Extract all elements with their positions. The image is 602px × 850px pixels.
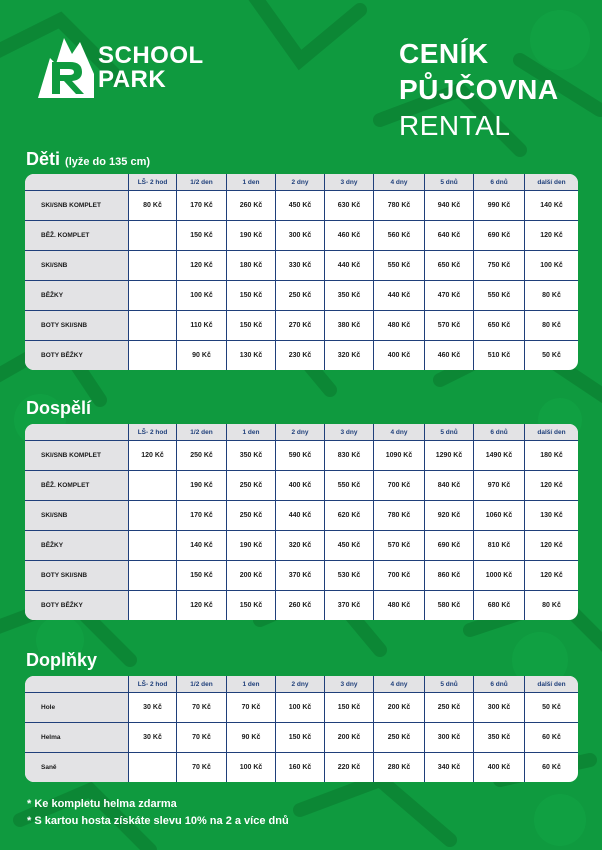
price-cell <box>129 250 177 280</box>
price-cell: 840 Kč <box>425 470 474 500</box>
price-cell: 120 Kč <box>129 440 177 470</box>
price-cell: 150 Kč <box>276 722 325 752</box>
header-corner <box>25 424 129 440</box>
price-cell: 750 Kč <box>474 250 525 280</box>
price-cell: 30 Kč <box>129 692 177 722</box>
column-header: další den <box>525 676 578 692</box>
price-cell: 450 Kč <box>325 530 374 560</box>
price-cell <box>129 500 177 530</box>
price-cell: 440 Kč <box>374 280 425 310</box>
column-header: 1/2 den <box>177 676 227 692</box>
price-cell: 480 Kč <box>374 590 425 620</box>
brand-line-1: SCHOOL <box>98 42 204 69</box>
price-cell: 100 Kč <box>525 250 578 280</box>
table-row <box>25 250 578 280</box>
price-cell: 250 Kč <box>177 440 227 470</box>
price-cell: 330 Kč <box>276 250 325 280</box>
notes <box>27 796 289 830</box>
title-line-1: CENÍK <box>399 38 489 69</box>
price-cell: 780 Kč <box>374 500 425 530</box>
price-cell: 440 Kč <box>325 250 374 280</box>
title-line-3: RENTAL <box>399 110 511 141</box>
table-row <box>25 500 578 530</box>
price-cell: 550 Kč <box>374 250 425 280</box>
price-cell: 700 Kč <box>374 470 425 500</box>
price-cell: 300 Kč <box>474 692 525 722</box>
price-cell <box>129 530 177 560</box>
table-row <box>25 722 578 752</box>
price-cell: 370 Kč <box>276 560 325 590</box>
price-cell: 50 Kč <box>525 340 578 370</box>
price-cell: 250 Kč <box>276 280 325 310</box>
price-cell: 250 Kč <box>227 470 276 500</box>
column-header: další den <box>525 424 578 440</box>
price-cell: 250 Kč <box>374 722 425 752</box>
column-header: 6 dnů <box>474 174 525 190</box>
price-cell: 200 Kč <box>325 722 374 752</box>
price-cell <box>129 220 177 250</box>
price-cell: 260 Kč <box>227 190 276 220</box>
column-header: 1/2 den <box>177 424 227 440</box>
price-cell: 170 Kč <box>177 500 227 530</box>
price-cell: 350 Kč <box>227 440 276 470</box>
price-cell: 400 Kč <box>474 752 525 782</box>
table-row <box>25 340 578 370</box>
price-cell: 30 Kč <box>129 722 177 752</box>
price-cell: 580 Kč <box>425 590 474 620</box>
price-cell: 280 Kč <box>374 752 425 782</box>
price-cell: 1060 Kč <box>474 500 525 530</box>
price-cell: 80 Kč <box>525 280 578 310</box>
price-cell: 120 Kč <box>525 530 578 560</box>
section-title-dospeli <box>26 398 91 419</box>
row-label: SKI/SNB KOMPLET <box>25 440 129 470</box>
price-cell: 100 Kč <box>177 280 227 310</box>
column-header: 5 dnů <box>425 174 474 190</box>
row-label: SKI/SNB <box>25 250 129 280</box>
header-corner <box>25 676 129 692</box>
price-cell: 920 Kč <box>425 500 474 530</box>
price-cell: 350 Kč <box>474 722 525 752</box>
row-label: SKI/SNB <box>25 500 129 530</box>
table-row <box>25 530 578 560</box>
price-cell: 480 Kč <box>374 310 425 340</box>
price-cell: 350 Kč <box>325 280 374 310</box>
table-header-row <box>25 424 578 440</box>
price-cell: 70 Kč <box>177 692 227 722</box>
price-cell: 690 Kč <box>425 530 474 560</box>
price-cell: 550 Kč <box>325 470 374 500</box>
table-row <box>25 590 578 620</box>
price-cell: 150 Kč <box>227 310 276 340</box>
row-label: BOTY SKI/SNB <box>25 560 129 590</box>
price-cell: 260 Kč <box>276 590 325 620</box>
price-cell: 860 Kč <box>425 560 474 590</box>
column-header: 3 dny <box>325 174 374 190</box>
price-cell <box>129 752 177 782</box>
price-cell: 120 Kč <box>525 220 578 250</box>
price-cell: 160 Kč <box>276 752 325 782</box>
price-cell: 60 Kč <box>525 752 578 782</box>
price-cell: 300 Kč <box>425 722 474 752</box>
section-title-text: Dospělí <box>26 398 92 418</box>
price-cell: 110 Kč <box>177 310 227 340</box>
price-table-doplnky <box>25 676 578 782</box>
column-header: LŠ- 2 hod <box>129 676 177 692</box>
section-title-text: Děti <box>26 149 61 169</box>
price-cell: 510 Kč <box>474 340 525 370</box>
column-header: 6 dnů <box>474 424 525 440</box>
row-label: BĚŽKY <box>25 280 129 310</box>
price-cell <box>129 590 177 620</box>
price-cell <box>129 280 177 310</box>
price-cell: 680 Kč <box>474 590 525 620</box>
row-label: BOTY BĚŽKY <box>25 590 129 620</box>
column-header: LŠ- 2 hod <box>129 424 177 440</box>
title-line-2: PŮJČOVNA <box>399 74 559 105</box>
price-cell: 320 Kč <box>276 530 325 560</box>
column-header: 6 dnů <box>474 676 525 692</box>
price-cell: 80 Kč <box>525 310 578 340</box>
price-cell: 1290 Kč <box>425 440 474 470</box>
price-cell: 120 Kč <box>177 590 227 620</box>
price-cell: 300 Kč <box>276 220 325 250</box>
price-cell: 180 Kč <box>227 250 276 280</box>
price-cell: 220 Kč <box>325 752 374 782</box>
header-corner <box>25 174 129 190</box>
column-header: 2 dny <box>276 424 325 440</box>
price-cell: 340 Kč <box>425 752 474 782</box>
note-discount: * S kartou hosta získáte slevu 10% na 2 a více dnů <box>27 815 289 827</box>
price-cell: 690 Kč <box>474 220 525 250</box>
column-header: další den <box>525 174 578 190</box>
column-header: LŠ- 2 hod <box>129 174 177 190</box>
section-title-doplnky <box>26 650 97 671</box>
price-table-deti <box>25 174 578 370</box>
price-cell: 90 Kč <box>177 340 227 370</box>
row-label: Hole <box>25 692 129 722</box>
price-cell: 200 Kč <box>227 560 276 590</box>
price-cell: 830 Kč <box>325 440 374 470</box>
price-cell <box>129 340 177 370</box>
table-row <box>25 692 578 722</box>
table-row <box>25 560 578 590</box>
price-cell: 460 Kč <box>325 220 374 250</box>
price-cell: 640 Kč <box>425 220 474 250</box>
price-cell: 450 Kč <box>276 190 325 220</box>
price-cell: 970 Kč <box>474 470 525 500</box>
price-cell: 50 Kč <box>525 692 578 722</box>
price-cell: 80 Kč <box>129 190 177 220</box>
price-cell: 380 Kč <box>325 310 374 340</box>
row-label: SKI/SNB KOMPLET <box>25 190 129 220</box>
price-cell: 780 Kč <box>374 190 425 220</box>
price-cell: 990 Kč <box>474 190 525 220</box>
price-cell: 70 Kč <box>177 752 227 782</box>
price-cell: 1000 Kč <box>474 560 525 590</box>
price-cell: 470 Kč <box>425 280 474 310</box>
brand-name <box>98 44 204 92</box>
price-cell: 200 Kč <box>374 692 425 722</box>
price-cell: 650 Kč <box>474 310 525 340</box>
brand-line-2: PARK <box>98 66 167 93</box>
price-cell: 150 Kč <box>227 590 276 620</box>
price-cell: 370 Kč <box>325 590 374 620</box>
table-row <box>25 752 578 782</box>
table-header-row <box>25 676 578 692</box>
price-cell: 150 Kč <box>177 560 227 590</box>
price-cell: 100 Kč <box>227 752 276 782</box>
price-cell: 270 Kč <box>276 310 325 340</box>
table-row <box>25 470 578 500</box>
price-cell: 320 Kč <box>325 340 374 370</box>
table-row <box>25 190 578 220</box>
column-header: 5 dnů <box>425 676 474 692</box>
price-cell: 590 Kč <box>276 440 325 470</box>
price-cell: 70 Kč <box>177 722 227 752</box>
price-cell: 120 Kč <box>525 560 578 590</box>
price-cell: 100 Kč <box>276 692 325 722</box>
price-cell: 190 Kč <box>177 470 227 500</box>
price-cell: 1490 Kč <box>474 440 525 470</box>
column-header: 4 dny <box>374 174 425 190</box>
column-header: 3 dny <box>325 424 374 440</box>
column-header: 4 dny <box>374 424 425 440</box>
price-cell: 630 Kč <box>325 190 374 220</box>
row-label: BĚŽ. KOMPLET <box>25 220 129 250</box>
note-helmet: * Ke kompletu helma zdarma <box>27 798 177 810</box>
price-cell: 570 Kč <box>425 310 474 340</box>
price-cell <box>129 560 177 590</box>
price-cell: 250 Kč <box>425 692 474 722</box>
price-table-dospeli <box>25 424 578 620</box>
table-row <box>25 280 578 310</box>
price-cell <box>129 310 177 340</box>
price-cell: 140 Kč <box>177 530 227 560</box>
section-title-deti <box>26 149 150 170</box>
section-subtitle: (lyže do 135 cm) <box>65 156 151 168</box>
price-cell: 90 Kč <box>227 722 276 752</box>
row-label: BOTY BĚŽKY <box>25 340 129 370</box>
price-cell: 150 Kč <box>325 692 374 722</box>
price-cell: 400 Kč <box>374 340 425 370</box>
price-cell: 810 Kč <box>474 530 525 560</box>
price-cell: 620 Kč <box>325 500 374 530</box>
price-cell: 400 Kč <box>276 470 325 500</box>
price-cell: 170 Kč <box>177 190 227 220</box>
section-title-text: Doplňky <box>26 650 98 670</box>
price-cell: 120 Kč <box>525 470 578 500</box>
price-cell: 250 Kč <box>227 500 276 530</box>
price-cell: 190 Kč <box>227 530 276 560</box>
price-cell: 80 Kč <box>525 590 578 620</box>
price-cell: 120 Kč <box>177 250 227 280</box>
price-cell: 700 Kč <box>374 560 425 590</box>
price-cell: 140 Kč <box>525 190 578 220</box>
table-row <box>25 440 578 470</box>
price-cell: 130 Kč <box>227 340 276 370</box>
row-label: BĚŽKY <box>25 530 129 560</box>
price-cell: 550 Kč <box>474 280 525 310</box>
price-cell <box>129 470 177 500</box>
row-label: BĚŽ. KOMPLET <box>25 470 129 500</box>
price-cell: 60 Kč <box>525 722 578 752</box>
price-cell: 460 Kč <box>425 340 474 370</box>
table-header-row <box>25 174 578 190</box>
price-cell: 230 Kč <box>276 340 325 370</box>
column-header: 3 dny <box>325 676 374 692</box>
column-header: 5 dnů <box>425 424 474 440</box>
price-cell: 130 Kč <box>525 500 578 530</box>
price-cell: 530 Kč <box>325 560 374 590</box>
table-row <box>25 310 578 340</box>
price-cell: 180 Kč <box>525 440 578 470</box>
row-label: Saně <box>25 752 129 782</box>
price-cell: 70 Kč <box>227 692 276 722</box>
price-cell: 150 Kč <box>227 280 276 310</box>
column-header: 1 den <box>227 676 276 692</box>
price-cell: 150 Kč <box>177 220 227 250</box>
price-cell: 570 Kč <box>374 530 425 560</box>
column-header: 2 dny <box>276 174 325 190</box>
column-header: 1 den <box>227 424 276 440</box>
row-label: Helma <box>25 722 129 752</box>
price-cell: 650 Kč <box>425 250 474 280</box>
column-header: 1 den <box>227 174 276 190</box>
column-header: 2 dny <box>276 676 325 692</box>
price-cell: 440 Kč <box>276 500 325 530</box>
column-header: 1/2 den <box>177 174 227 190</box>
price-cell: 560 Kč <box>374 220 425 250</box>
column-header: 4 dny <box>374 676 425 692</box>
row-label: BOTY SKI/SNB <box>25 310 129 340</box>
price-cell: 940 Kč <box>425 190 474 220</box>
page-title <box>399 36 559 144</box>
price-cell: 1090 Kč <box>374 440 425 470</box>
table-row <box>25 220 578 250</box>
price-cell: 190 Kč <box>227 220 276 250</box>
